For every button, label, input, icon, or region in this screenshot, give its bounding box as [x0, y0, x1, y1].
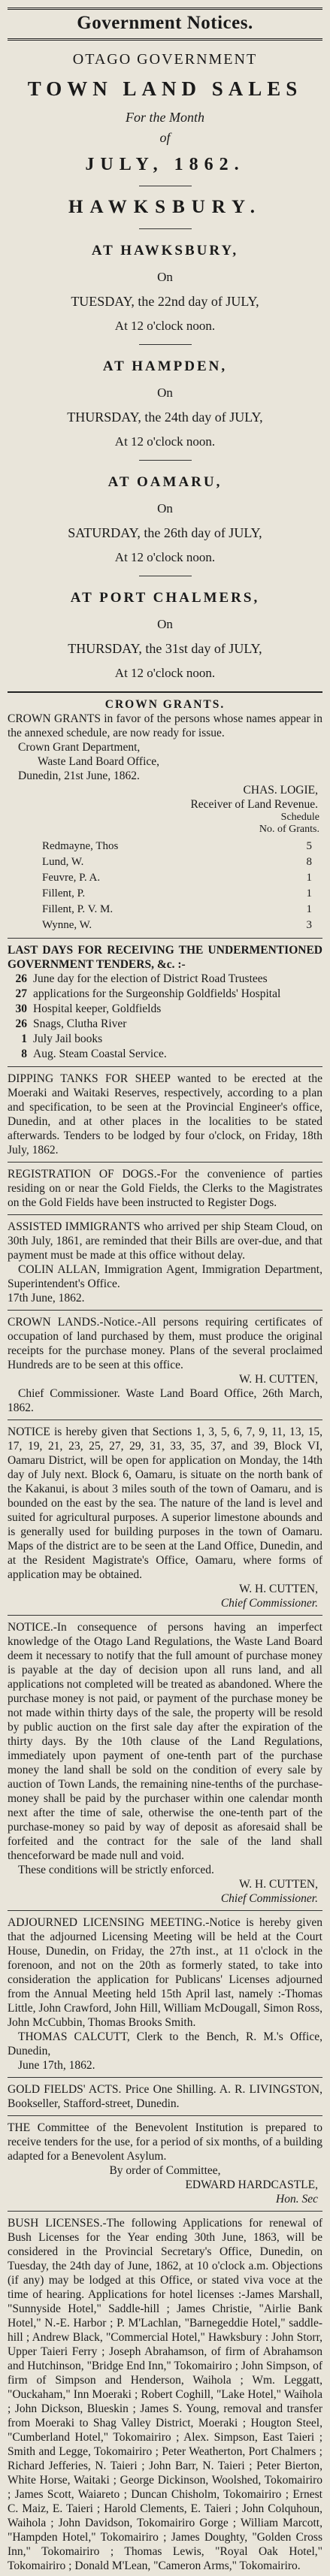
- crown-grants-signer-title: Receiver of Land Revenue.: [190, 798, 318, 811]
- grant-count: 1: [306, 887, 312, 899]
- immigrants-date: 17th June, 1862.: [8, 1292, 85, 1305]
- divider: [8, 2211, 322, 2212]
- tender-item: applications for the Surgeonship Goldfields' Hospital: [33, 987, 281, 1000]
- licensing-signer: THOMAS CALCUTT, Clerk to the Bench, R. M.'s Office, Dunedin,: [8, 2030, 322, 2057]
- sale-date: SATURDAY, the 26th day of JULY,: [68, 525, 262, 540]
- tender-item: Snags, Clutha River: [33, 1017, 127, 1030]
- grants-col-head-2: No. of Grants.: [259, 824, 319, 835]
- crown-lands-signer-title: Chief Commissioner. Waste Land Board Office, 26th March, 1862.: [8, 1387, 322, 1414]
- tender-day: 26: [15, 972, 27, 985]
- sale-session-hampden: [8, 358, 322, 461]
- divider: [8, 2077, 322, 2078]
- sale-on: On: [157, 617, 173, 631]
- table-row: [8, 972, 322, 987]
- grants-col-head-1: Schedule: [280, 812, 319, 823]
- grant-count: 3: [306, 919, 312, 931]
- grantee-name: Fillent, P. V. M.: [42, 903, 114, 915]
- tenders-notice: [8, 943, 322, 1062]
- sales-line-2: TOWN LAND SALES: [27, 77, 303, 100]
- dogs-notice: [8, 1167, 322, 1210]
- sales-district: HAWKSBURY.: [68, 197, 262, 217]
- divider: [139, 460, 192, 461]
- auction-signer: W. H. CUTTEN,: [239, 1878, 318, 1891]
- table-row: [8, 1002, 322, 1017]
- immigrants-body: ASSISTED IMMIGRANTS who arrived per ship Steam Cloud, on 30th July, 1861, are reminded that their Bills are over-due, and that payment must be made at this office without delay.: [8, 1220, 322, 1262]
- crown-grants-notice: [8, 697, 322, 933]
- sale-date: THURSDAY, the 24th day of JULY,: [67, 410, 263, 425]
- table-row: [8, 1017, 322, 1032]
- immigrants-signer: COLIN ALLAN, Immigration Agent, Immigration Department, Superintendent's Office.: [8, 1263, 322, 1290]
- sections-signer-title: Chief Commissioner.: [220, 1597, 318, 1610]
- sale-time: At 12 o'clock noon.: [114, 319, 216, 333]
- gold-acts-notice: [8, 2082, 322, 2111]
- sales-line-1: OTAGO GOVERNMENT: [72, 51, 258, 68]
- licensing-body: ADJOURNED LICENSING MEETING.-Notice is hereby given that the adjourned Licensing Meeting will be held at the Court House, Dunedin, on Friday, the 27th inst., at 11 o'clock in the forenoon, and not on the 20th as formerly stated, to take into consideration the application for Publicans' Licenses adjourned from the Annual Meeting held 15th April last, namely :-Thomas Little, John Crawford, John Hill, William McDougall, Simon Ross, John McCubbin, Thomas Brooks Smith.: [8, 1916, 322, 2029]
- divider: [8, 691, 322, 693]
- section-title: Government Notices.: [8, 8, 322, 41]
- divider: [8, 1066, 322, 1067]
- sections-body: NOTICE is hereby given that Sections 1, 3, 5, 6, 7, 9, 11, 13, 15, 17, 19, 21, 23, 25, 27, 29, 31, 33, 35, 37, and 39, Block VI, Oamaru District, will be open for application on Monday, the 14th day of July next. Block 6, Oamaru, is situate on the north bank of the Kakanui, is about 3 miles south of the town of Oamaru, and is bounded on the east by the sea. The nature of the land is level and suited for agricultural purposes. A superior limestone abounds and is generally used for building purposes in the town of Oamaru. Maps of the district are to be seen at the Land Office, Dunedin, and at the Resident Magistrate's Office, Oamaru, where forms of application may be obtained.: [8, 1426, 322, 1581]
- table-row: [8, 918, 322, 933]
- tender-item: Aug. Steam Coastal Service.: [33, 1048, 167, 1060]
- benevolent-notice: [8, 2121, 322, 2206]
- crown-grants-body: CROWN GRANTS in favor of the persons whose names appear in the annexed schedule, are now ready for issue.: [8, 712, 322, 739]
- divider: [8, 1310, 322, 1311]
- sales-line-4: of: [159, 130, 171, 145]
- table-row: [8, 886, 322, 902]
- crown-lands-signer: W. H. CUTTEN,: [239, 1373, 318, 1386]
- table-row: [8, 870, 322, 886]
- bush-licenses-body: BUSH LICENSES.-The following Applications for renewal of Bush Licenses for the Year ending 30th June, 1863, will be considered in the Provincial Secretary's Office, Dunedin, on Tuesday, the 24th day of June, 1862, at 10 o'clock a.m. Objections (if any) may be lodged at this Office, or stated viva voce at the time of hearing. Applications for hotel licenses :-James Marshall, "Sunnyside Hotel," Saddle-hill ; James Christie, "Airlie Bank Hotel," N.-E. Harbor ; P. M'Lachlan, "Barnegeddie Hotel," saddle-hill ; Andrew Black, "Commercial Hotel," Hawksbury : John Storr, Upper Taieri Ferry ; Joseph Abrahamson, of firm of Abrahamson and Hutchinson, "Bridge End Inn," Tokomairiro ; John Simpson, of firm of Simpson and Henderson, Waihola ; Wm. Leggatt, "Ouckaham," Inn Moeraki ; Robert Coghill, "Lake Hotel," Waihola ; John Dickson, Blueskin ; James S. Young, removal and transfer from Moeraki to Shag Valley District, Moeraki ; Hougton Steel, "Cumberland Hotel," Tokomairiro ; Alex. Simpson, East Taieri ; Smith and Legge, Tokomairiro ; Peter Weatherton, Port Chalmers ; Richard Jefferies, N. Taieri ; John Barr, N. Taieri ; Peter Bierton, White Horse, Waitaki ; George Dickinson, Woolshed, Tokomairiro ; James Scott, Waiareto ; Duncan Chisholm, Tokomairiro ; Ernest C. Maiz, E. Taieri ; Harold Clements, E. Taieri ; John Colquhoun, Waihola ; John Davidson, Tokomairiro Gorge ; William Marcott, "Hampden Hotel," Tokomairiro ; James Doughty, "Golden Cross Inn," Tokomairiro ; Thomas Lewis, "Royal Oak Hotel," Tokomairiro ; Donald M'Lean, "Cameron Arms," Tokomairiro.: [8, 2217, 322, 2572]
- benevolent-signer: EDWARD HARDCASTLE,: [185, 2178, 318, 2191]
- grants-col-head: [8, 812, 322, 836]
- sales-month: JULY, 1862.: [85, 155, 245, 174]
- grantee-name: Fillent, P.: [42, 887, 86, 899]
- divider: [8, 1162, 322, 1163]
- auction-closing: These conditions will be strictly enforced.: [18, 1864, 214, 1876]
- sale-location: AT HAWKSBURY,: [91, 243, 239, 259]
- grantee-name: Wynne, W.: [42, 919, 92, 931]
- sale-time: At 12 o'clock noon.: [114, 666, 216, 680]
- auction-notice: [8, 1620, 322, 1906]
- tender-item: July Jail books: [33, 1033, 103, 1045]
- tender-item: June day for the election of District Road Trustees: [33, 972, 268, 985]
- crown-grants-signer: CHAS. LOGIE,: [243, 784, 318, 797]
- divider: [8, 1615, 322, 1616]
- benevolent-signer-title: Hon. Sec: [276, 2193, 318, 2206]
- tender-day: 27: [15, 987, 27, 1000]
- grantee-name: Lund, W.: [42, 856, 84, 868]
- table-row: [8, 1047, 322, 1062]
- sale-date: THURSDAY, the 31st day of JULY,: [68, 641, 262, 656]
- table-row: [8, 839, 322, 854]
- benevolent-order: By order of Committee,: [109, 2164, 221, 2177]
- grant-count: 5: [306, 840, 312, 852]
- licensing-date: June 17th, 1862.: [18, 2059, 95, 2072]
- table-row: [8, 1032, 322, 1047]
- tender-day: 26: [15, 1017, 27, 1030]
- grant-count: 1: [306, 872, 312, 884]
- crown-grants-dept: Crown Grant Department,: [18, 741, 141, 754]
- grantee-name: Redmayne, Thos: [42, 840, 119, 852]
- crown-grants-date: Dunedin, 21st June, 1862.: [18, 769, 140, 782]
- tenders-title: LAST DAYS FOR RECEIVING THE UNDERMENTIONED GOVERNMENT TENDERS, &c. :-: [8, 944, 322, 971]
- sale-date: TUESDAY, the 22nd day of JULY,: [71, 294, 259, 309]
- table-row: [8, 902, 322, 918]
- benevolent-body: THE Committee of the Benevolent Institution is prepared to receive tenders for the use, for a period of six months, of a building adapted for a Benevolent Asylum.: [8, 2121, 322, 2163]
- dipping-body: DIPPING TANKS FOR SHEEP wanted to be erected at the Moeraki and Waitaki Reserves, respectively, according to a plan and specification, to be seen at the Provincial Engineer's office, Dunedin, and at other places in the localities to be stated afterwards. Tenders to be lodged by four o'clock, on Friday, 18th July, 1862.: [8, 1072, 322, 1156]
- grant-count: 8: [306, 856, 312, 868]
- crown-lands-notice: [8, 1315, 322, 1415]
- sale-on: On: [157, 270, 173, 284]
- newspaper-page: [8, 8, 322, 2572]
- crown-grants-title: CROWN GRANTS.: [104, 698, 226, 711]
- bush-licenses-notice: [8, 2216, 322, 2573]
- sale-on: On: [157, 385, 173, 400]
- sale-session-port-chalmers: [8, 590, 322, 681]
- dipping-notice: [8, 1072, 322, 1157]
- sale-time: At 12 o'clock noon.: [114, 550, 216, 564]
- divider: [8, 2115, 322, 2116]
- sale-time: At 12 o'clock noon.: [114, 434, 216, 449]
- divider: [8, 1214, 322, 1215]
- crown-grants-dept2: Waste Land Board Office,: [38, 755, 160, 768]
- tender-day: 1: [21, 1033, 27, 1045]
- auction-signer-title: Chief Commissioner.: [220, 1892, 318, 1905]
- sale-location: AT HAMPDEN,: [102, 358, 228, 374]
- table-row: [8, 987, 322, 1002]
- table-row: [8, 854, 322, 870]
- sale-session-hawksbury: [8, 243, 322, 345]
- tenders-table: [8, 972, 322, 1062]
- grantee-name: Feuvre, P. A.: [42, 872, 101, 884]
- dogs-body: REGISTRATION OF DOGS.-For the convenience of parties residing on or near the Gold Fields, the Clerks to the Magistrates on the Gold Fields have been instructed to Register Dogs.: [8, 1168, 322, 1209]
- divider: [8, 1910, 322, 1911]
- divider: [8, 938, 322, 939]
- gold-acts-body: GOLD FIELDS' ACTS. Price One Shilling. A. R. LIVINGSTON, Bookseller, Stafford-street, Dunedin.: [8, 2083, 322, 2110]
- sale-location: AT OAMARU,: [107, 474, 223, 490]
- divider: [139, 228, 192, 229]
- licensing-notice: [8, 1915, 322, 2073]
- divider: [139, 344, 192, 345]
- sale-session-oamaru: [8, 474, 322, 576]
- tender-day: 8: [21, 1048, 27, 1060]
- grant-count: 1: [306, 903, 312, 915]
- immigrants-notice: [8, 1220, 322, 1305]
- sale-location: AT PORT CHALMERS,: [70, 590, 260, 606]
- sales-line-3: For the Month: [126, 110, 204, 125]
- sections-signer: W. H. CUTTEN,: [239, 1583, 318, 1595]
- auction-body: NOTICE.-In consequence of persons having an imperfect knowledge of the Otago Land Regulations, the Waste Land Board deem it necessary to notify that the full amount of purchase money is payable at the day of decision upon all runs land, and all applications not completed will be treated as abandoned. Where the purchase money is not paid, or payment of the purchase money be not made within thirty days of the sale, the property will be resold by public auction on the first sale day after the expiration of the thirty days. By the 10th clause of the Land Regulations, immediately upon payment of one-tenth part of the purchase money the land shall be sold on the condition of every sale by auction of Town Lands, the remaining nine-tenths of the purchase-money shall be paid by the purchaser within one calendar month next after the time of sale, otherwise the one-tenth part of the purchase-money so paid by way of deposit as aforesaid shall be forfeited and the contract for the sale of the land shall thenceforward be made null and void.: [8, 1621, 322, 1862]
- grants-table: [8, 839, 322, 933]
- crown-lands-body: CROWN LANDS.-Notice.-All persons requiring certificates of occupation of land purchased by them, must produce the original receipts for the purchase money. Plans of the several proclaimed Hundreds are to be seen at this office.: [8, 1316, 322, 1371]
- land-sales-notice: [8, 51, 322, 681]
- tender-item: Hospital keeper, Goldfields: [33, 1002, 162, 1015]
- tender-day: 30: [15, 1002, 27, 1015]
- sections-notice: [8, 1425, 322, 1610]
- sale-on: On: [157, 501, 173, 516]
